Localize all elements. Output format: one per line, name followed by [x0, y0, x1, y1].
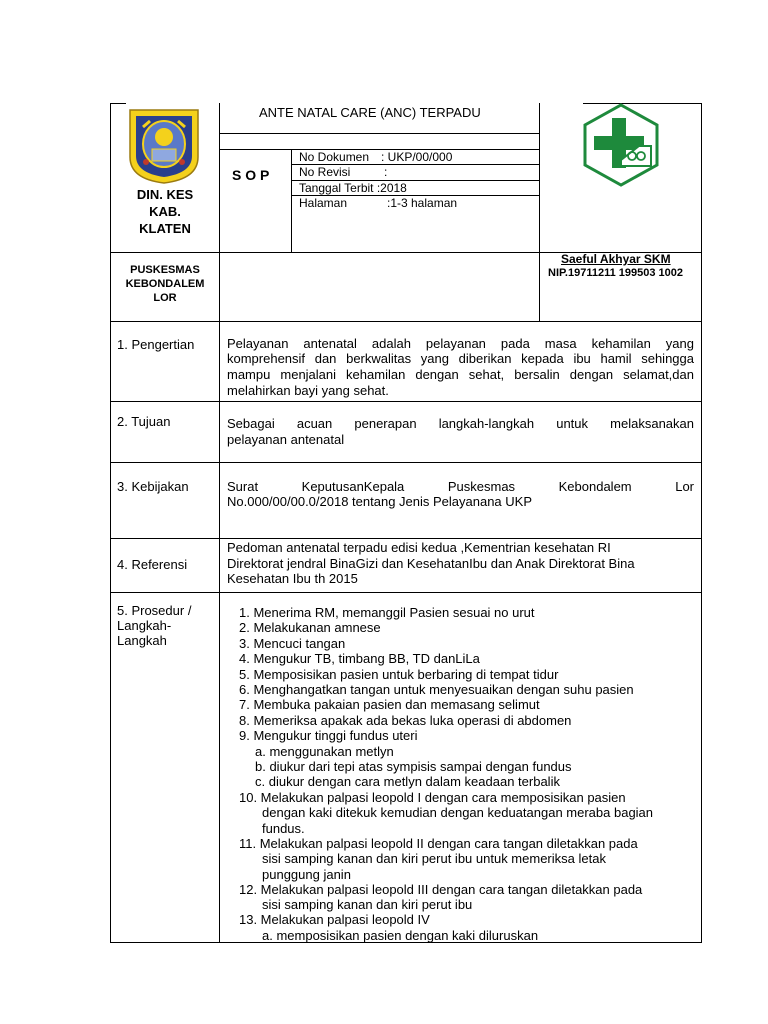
kebijakan-line-2: No.000/00/00.0/2018 tentang Jenis Pelayanana UKP — [227, 494, 533, 509]
pengertian-line-2: komprehensif dan berkwalitas yang diberikan kepada ibu hamil sehingga — [227, 351, 694, 366]
label-pengertian: 1. Pengertian — [117, 337, 195, 352]
revision-value: : — [384, 165, 388, 179]
page-label: Halaman — [299, 196, 348, 210]
pengertian-line-1: Pelayanan antenatal adalah pelayanan pada masa kehamilan yang — [227, 336, 694, 351]
border-right — [701, 103, 702, 943]
row-line-1 — [110, 321, 702, 322]
step-9-a: a. menggunakan metlyn — [255, 744, 394, 759]
step-7: 7. Membuka pakaian pasien dan memasang selimut — [239, 697, 540, 712]
row-line-2 — [110, 401, 702, 402]
step-9-b: b. diukur dari tepi atas sympisis sampai dengan fundus — [255, 759, 572, 774]
revision-label: No Revisi — [299, 165, 351, 179]
step-11-cont-1: sisi samping kanan dan kiri perut ibu untuk memeriksa letak — [262, 851, 606, 866]
step-10-cont-1: dengan kaki ditekuk kemudian dengan keduatangan meraba bagian — [262, 805, 654, 820]
referensi-line-2: Direktorat jendral BinaGizi dan KesehatanIbu dan Anak Direktorat Bina — [227, 556, 635, 571]
pengertian-line-3: mampu menjalani kehamilan dengan sehat, bersalin dengan selamat,dan — [227, 367, 694, 382]
step-1: 1. Menerima RM, memanggil Pasien sesuai no urut — [239, 605, 535, 620]
step-13-a: a. memposisikan pasien dengan kaki diluruskan — [262, 928, 539, 943]
step-6: 6. Menghangatkan tangan untuk menyesuaikan dengan suhu pasien — [239, 682, 634, 697]
signer-name: Saeful Akhyar SKM — [561, 252, 671, 266]
label-prosedur-line-1: 5. Prosedur / — [117, 603, 192, 618]
label-prosedur-line-3: Langkah — [117, 633, 167, 648]
tujuan-line-2: pelayanan antenatal — [227, 432, 345, 447]
doc-no-value: : UKP/00/000 — [381, 150, 453, 164]
org-name-line-1: DIN. KES — [136, 187, 194, 202]
org-name-line-2: KAB. — [149, 204, 181, 219]
border-top-left — [110, 103, 126, 104]
label-tujuan: 2. Tujuan — [117, 414, 171, 429]
row-line-3 — [110, 462, 702, 463]
title-underline-2 — [219, 149, 539, 150]
doc-title: ANTE NATAL CARE (ANC) TERPADU — [259, 105, 481, 120]
col-divider-2 — [539, 103, 540, 321]
puskesmas-line-1: PUSKESMAS — [130, 264, 200, 276]
label-prosedur-line-2: Langkah- — [117, 618, 172, 633]
pengertian-line-4: melahirkan bayi yang sehat. — [227, 383, 389, 398]
step-11-cont-2: punggung janin — [262, 867, 351, 882]
step-11: 11. Melakukan palpasi leopold II dengan cara tangan diletakkan pada — [239, 836, 638, 851]
row-line-5 — [110, 592, 702, 593]
org-name-line-3: KLATEN — [139, 221, 191, 236]
step-4: 4. Mengukur TB, timbang BB, TD danLiLa — [239, 651, 480, 666]
page-value: :1-3 halaman — [387, 196, 458, 210]
step-13: 13. Melakukan palpasi leopold IV — [239, 912, 430, 927]
step-2: 2. Melakukanan amnese — [239, 620, 381, 635]
step-10-cont-2: fundus. — [262, 821, 305, 836]
puskesmas-line-3: LOR — [153, 292, 177, 304]
step-12-cont-1: sisi samping kanan dan kiri perut ibu — [262, 897, 473, 912]
step-8: 8. Memeriksa apakak ada bekas luka operasi di abdomen — [239, 713, 572, 728]
step-10: 10. Melakukan palpasi leopold I dengan cara memposisikan pasien — [239, 790, 626, 805]
row-line-4 — [110, 538, 702, 539]
step-5: 5. Memposisikan pasien untuk berbaring di tempat tidur — [239, 667, 559, 682]
step-3: 3. Mencuci tangan — [239, 636, 346, 651]
sop-label: S O P — [232, 167, 270, 183]
step-9: 9. Mengukur tinggi fundus uteri — [239, 728, 418, 743]
referensi-line-3: Kesehatan Ibu th 2015 — [227, 571, 358, 586]
step-12: 12. Melakukan palpasi leopold III dengan cara tangan diletakkan pada — [239, 882, 643, 897]
referensi-line-1: Pedoman antenatal terpadu edisi kedua ,Kementrian kesehatan RI — [227, 540, 611, 555]
klaten-emblem-icon — [126, 107, 202, 185]
doc-no-label: No Dokumen — [299, 150, 370, 164]
step-9-c: c. diukur dengan cara metlyn dalam keadaan terbalik — [255, 774, 560, 789]
tujuan-line-1: Sebagai acuan penerapan langkah-langkah untuk melaksanakan — [227, 416, 694, 431]
issue-date: Tanggal Terbit :2018 — [299, 181, 407, 195]
kebijakan-line-1: Surat KeputusanKepala Puskesmas Kebondalem Lor — [227, 479, 694, 494]
title-underline-1 — [219, 133, 539, 134]
puskesmas-line-2: KEBONDALEM — [125, 278, 205, 290]
puskesmas-logo-icon — [581, 102, 661, 188]
label-kebijakan: 3. Kebijakan — [117, 479, 189, 494]
signer-nip: NIP.19711211 199503 1002 — [548, 267, 683, 279]
label-referensi: 4. Referensi — [117, 557, 188, 572]
